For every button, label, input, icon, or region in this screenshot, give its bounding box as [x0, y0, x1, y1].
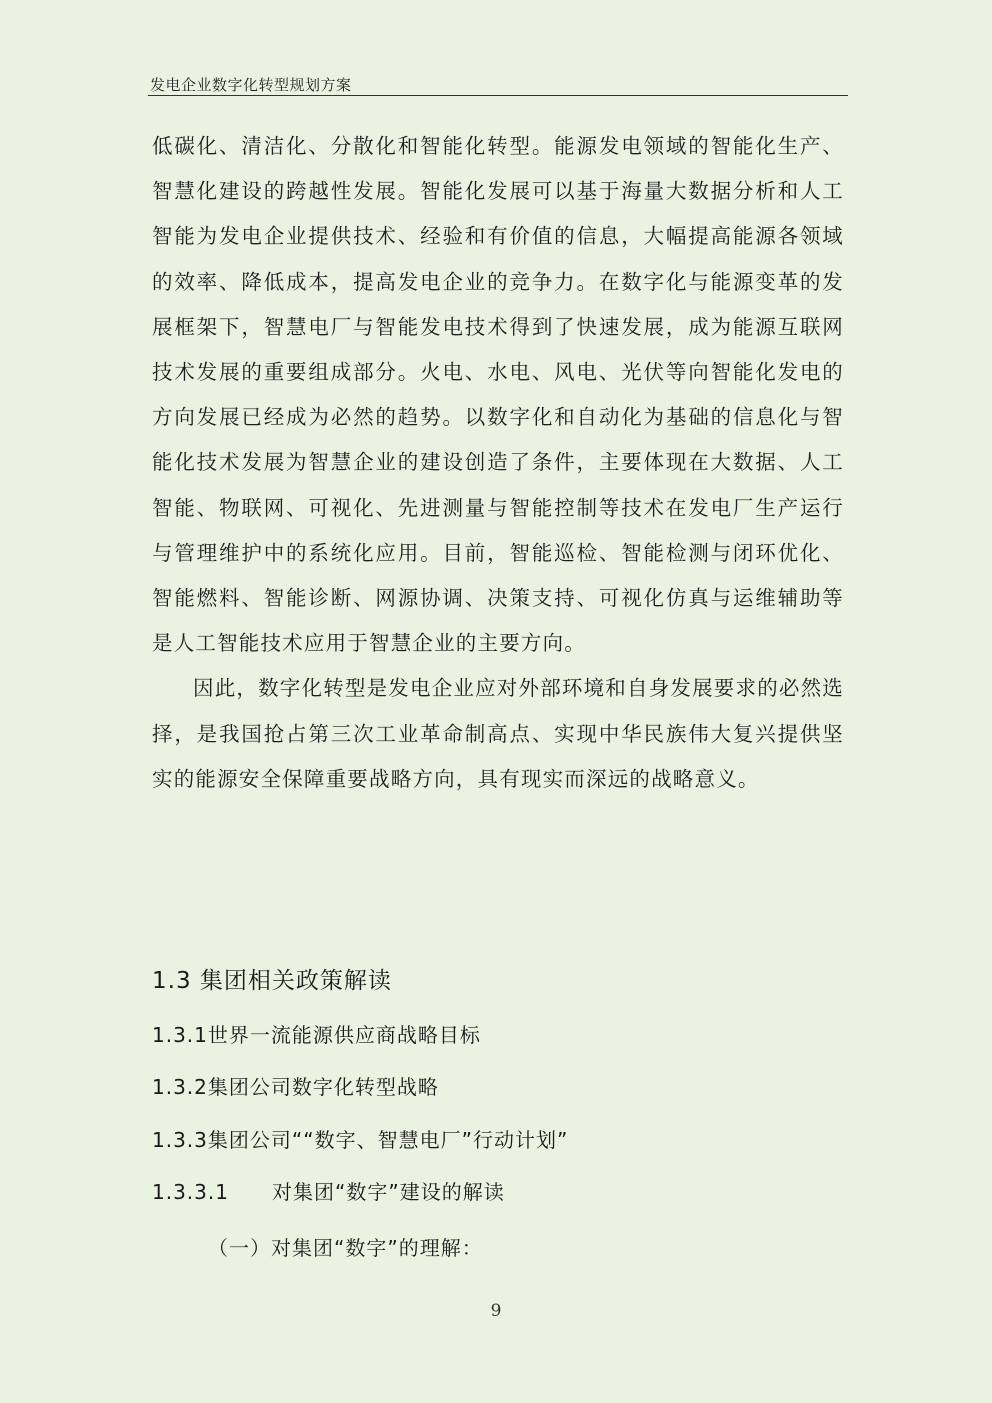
subsection-heading-1-3-1: 1.3.1世界一流能源供应商战略目标: [152, 1023, 481, 1047]
subsection-heading-1-3-3: 1.3.3集团公司““数字、智慧电厂”行动计划”: [152, 1128, 569, 1152]
paragraph-2: 因此，数字化转型是发电企业应对外部环境和自身发展要求的必然选择，是我国抢占第三次工业革命制高点、实现中华民族伟大复兴提供坚实的能源安全保障重要战略方向，具有现实而深远的战略意义。: [152, 676, 844, 791]
subsection-heading-1-3-2: 1.3.2集团公司数字化转型战略: [152, 1075, 439, 1099]
body-text: [152, 124, 844, 802]
heading-text: 对集团“数字”建设的解读: [272, 1180, 505, 1204]
subsection-heading-1-3-3-1: [152, 1176, 505, 1205]
header-rule: [148, 95, 848, 96]
list-heading-1: （一）对集团“数字”的理解：: [208, 1236, 483, 1260]
section-heading-1-3: 1.3 集团相关政策解读: [152, 968, 392, 994]
page-number: 9: [490, 1301, 502, 1321]
heading-number: 1.3.3.1: [152, 1180, 229, 1204]
running-header: 发电企业数字化转型规划方案: [150, 76, 352, 94]
paragraph-1: 低碳化、清洁化、分散化和智能化转型。能源发电领域的智能化生产、智慧化建设的跨越性发展。智能化发展可以基于海量大数据分析和人工智能为发电企业提供技术、经验和有价值的信息，大幅提高能源各领域的效率、降低成本，提高发电企业的竞争力。在数字化与能源变革的发展框架下，智慧电厂与智能发电技术得到了快速发展，成为能源互联网技术发展的重要组成部分。火电、水电、风电、光伏等向智能化发电的方向发展已经成为必然的趋势。以数字化和自动化为基础的信息化与智能化技术发展为智慧企业的建设创造了条件，主要体现在大数据、人工智能、物联网、可视化、先进测量与智能控制等技术在发电厂生产运行与管理维护中的系统化应用。目前，智能巡检、智能检测与闭环优化、智能燃料、智能诊断、网源协调、决策支持、可视化仿真与运维辅助等是人工智能技术应用于智慧企业的主要方向。: [152, 134, 844, 656]
